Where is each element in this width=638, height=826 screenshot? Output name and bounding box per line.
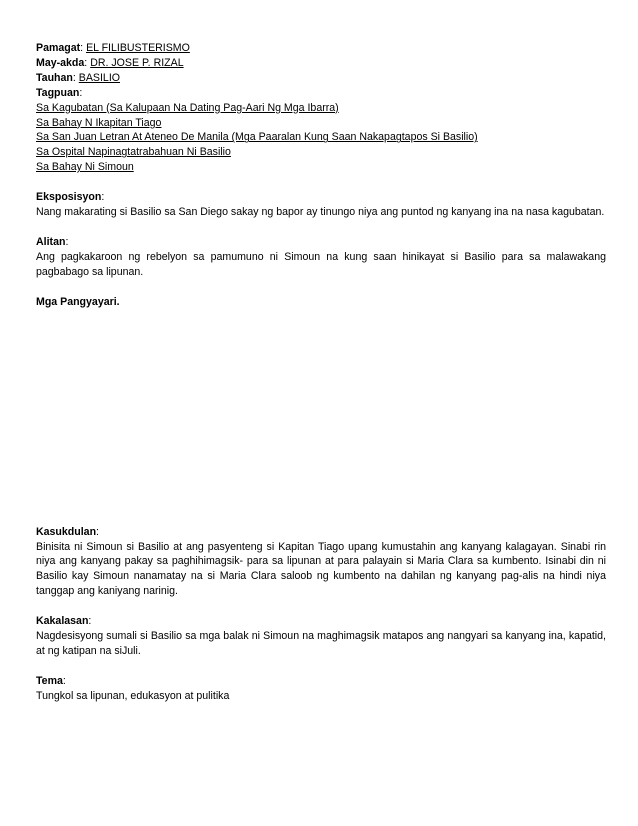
tagpuan-label: Tagpuan (36, 86, 80, 99)
tagpuan-item: Sa Bahay Ni Simoun (36, 161, 134, 174)
tagpuan-line: Tagpuan: (36, 86, 83, 99)
alitan-heading: Alitan: (36, 235, 69, 248)
pamagat-label: Pamagat (36, 42, 81, 54)
tauhan-value: BASILIO (78, 71, 120, 84)
kasukdulan-label: Kasukdulan (36, 525, 97, 538)
pamagat-line: Pamagat: EL FILIBUSTERISMO (36, 42, 190, 54)
document-page (36, 41, 606, 704)
tauhan-line: Tauhan: BASILIO (36, 71, 120, 84)
may-akda-label: May-akda (36, 56, 85, 69)
section-gap (36, 280, 606, 295)
tema-text: Tungkol sa lipunan, edukasyon at pulitika (36, 689, 230, 702)
tagpuan-item: Sa San Juan Letran At Ateneo De Manila (Mga Paaralan Kung Saan Nakapagtapos Si Basilio) (36, 131, 478, 144)
alitan-text: Ang pagkakaroon ng rebelyon sa pamumuno ni Simoun na kung saan hinikayat si Basilio para sa malawakang pagbabago sa lipunan. (36, 250, 606, 278)
kasukdulan-text: Binisita ni Simoun si Basilio at ang pasyenteng si Kapitan Tiago upang kumustahin ang kanyang kalagayan. Sinabi rin niya ang kanyang pakay sa paghihimagsik- para sa lipunan at para palayain si Maria Clara sa kumbento. Isinabi din ni Basilio kay Simoun nanamatay na si Maria Clara saloob ng kumbento na dahilan ng kanyang pag-alis na hindi niya tanggap ang kaniyang narinig. (36, 540, 606, 598)
kakalasan-label: Kakalasan (36, 615, 89, 628)
mga-pangyayari-heading: Mga Pangyayari. (36, 295, 120, 308)
tema-label: Tema (36, 674, 63, 687)
may-akda-line: May-akda: DR. JOSE P. RIZAL (36, 56, 184, 69)
alitan-label: Alitan (36, 235, 66, 248)
section-gap (36, 599, 606, 614)
tema-heading: Tema: (36, 674, 66, 687)
eksposisyon-text: Nang makarating si Basilio sa San Diego sakay ng bapor ay tinungo niya ang puntod ng kanyang ina na nasa kagubatan. (36, 206, 605, 219)
blank-space (36, 310, 606, 525)
tagpuan-item: Sa Bahay N Ikapitan Tiago (36, 116, 162, 129)
section-gap (36, 220, 606, 235)
section-gap (36, 659, 606, 674)
pamagat-value: EL FILIBUSTERISMO (86, 42, 190, 54)
tagpuan-item: Sa Ospital Napinagtatrabahuan Ni Basilio (36, 146, 231, 159)
tagpuan-item: Sa Kagubatan (Sa Kalupaan Na Dating Pag-Aari Ng Mga Ibarra) (36, 101, 339, 114)
may-akda-value: DR. JOSE P. RIZAL (90, 56, 184, 69)
kakalasan-text: Nagdesisyong sumali si Basilio sa mga balak ni Simoun na maghimagsik matapos ang nangyari sa kanyang ina, kapatid, at ng katipan na siJuli. (36, 630, 606, 657)
kakalasan-heading: Kakalasan: (36, 615, 92, 628)
eksposisyon-heading: Eksposisyon: (36, 191, 105, 204)
tauhan-label: Tauhan (36, 71, 73, 84)
eksposisyon-label: Eksposisyon (36, 191, 102, 204)
kasukdulan-heading: Kasukdulan: (36, 525, 99, 538)
section-gap (36, 175, 606, 190)
